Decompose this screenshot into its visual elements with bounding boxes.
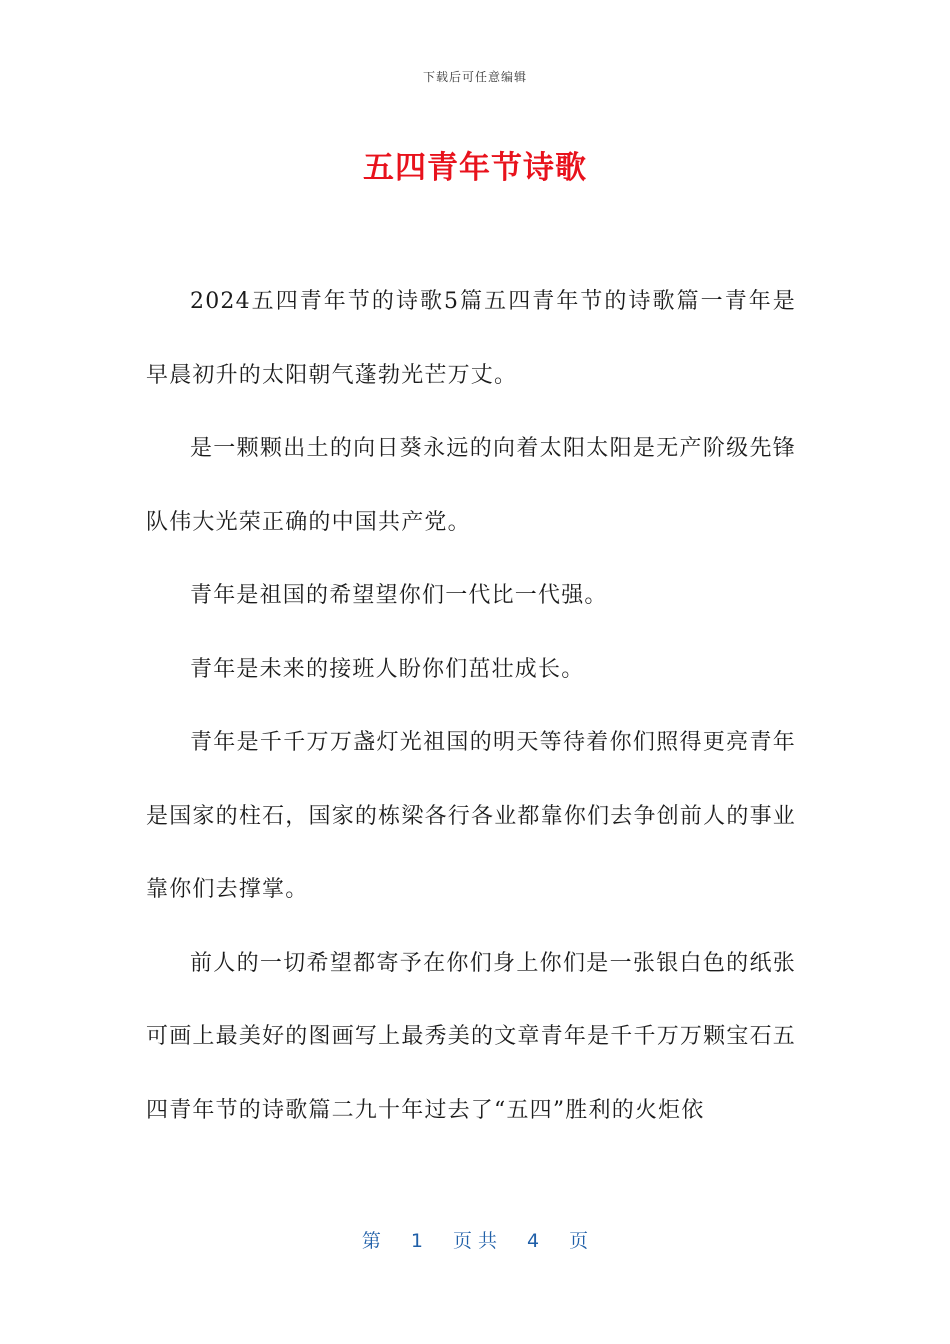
document-title: 五四青年节诗歌 bbox=[363, 150, 587, 186]
current-page-number: 1 bbox=[410, 1230, 423, 1252]
paragraph: 是一颗颗出土的向日葵永远的向着太阳太阳是无产阶级先锋队伟大光荣正确的中国共产党。 bbox=[146, 436, 796, 535]
paragraph: 青年是未来的接班人盼你们茁壮成长。 bbox=[190, 656, 585, 682]
header-note: 下载后可任意编辑 bbox=[422, 70, 527, 84]
document-body bbox=[146, 265, 796, 1147]
paragraph: 青年是千千万万盏灯光祖国的明天等待着你们照得更亮青年是国家的柱石，国家的栋梁各行各业都靠你们去争创前人的事业靠你们去撑掌。 bbox=[146, 730, 796, 902]
paragraph: 2024五四青年节的诗歌5篇五四青年节的诗歌篇一青年是早晨初升的太阳朝气蓬勃光芒万丈。 bbox=[146, 289, 796, 388]
paragraph: 前人的一切希望都寄予在你们身上你们是一张银白色的纸张可画上最美好的图画写上最秀美的文章青年是千千万万颗宝石五四青年节的诗歌篇二九十年过去了“五四”胜利的火炬依 bbox=[146, 950, 796, 1123]
total-pages-number: 4 bbox=[527, 1230, 540, 1252]
footer-prefix: 第 bbox=[361, 1230, 381, 1252]
footer-suffix: 页 bbox=[569, 1230, 589, 1252]
page-footer bbox=[0, 1226, 950, 1253]
paragraph: 青年是祖国的希望望你们一代比一代强。 bbox=[190, 583, 608, 608]
footer-middle: 页 共 bbox=[452, 1230, 498, 1252]
